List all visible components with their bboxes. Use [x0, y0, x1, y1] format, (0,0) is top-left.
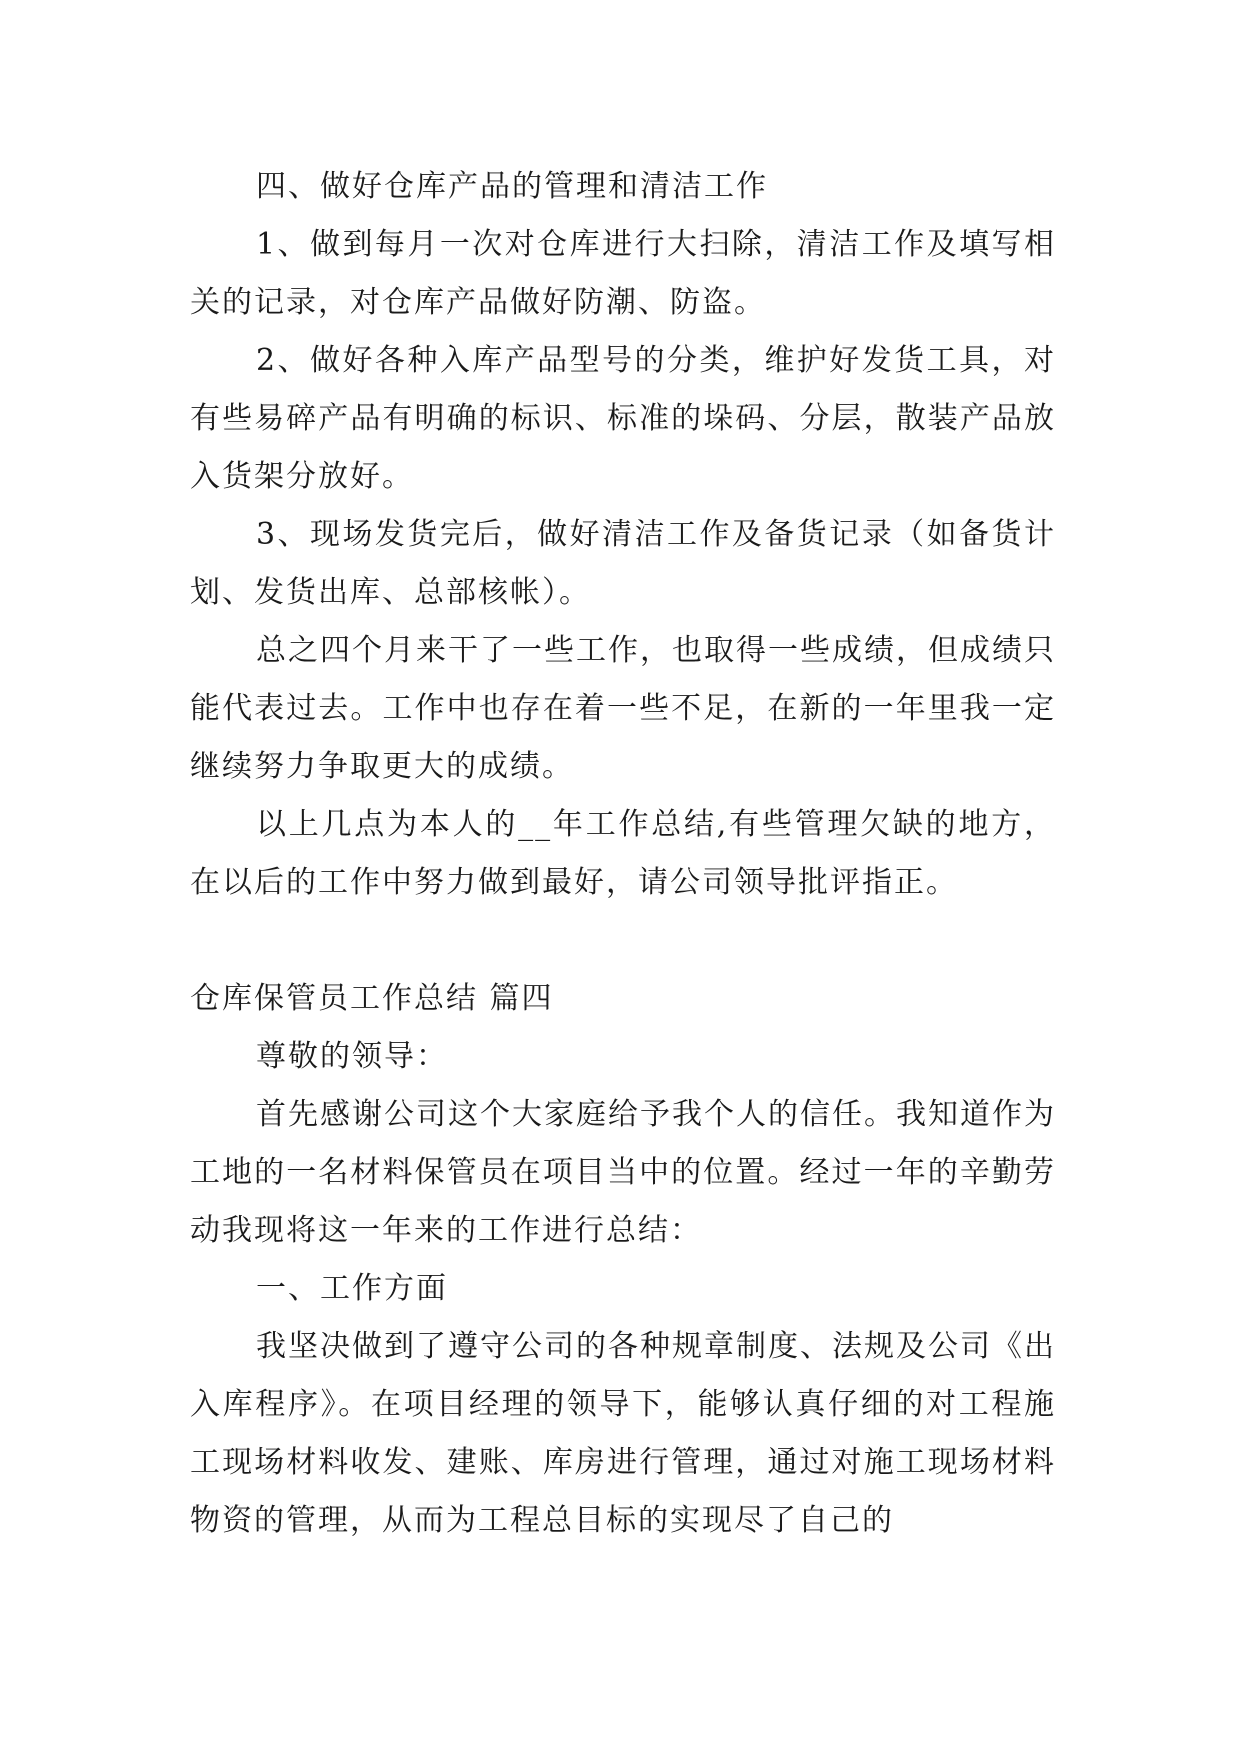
section-title: 仓库保管员工作总结 篇四: [190, 981, 554, 1016]
paragraph-salutation: 尊敬的领导：: [256, 1039, 448, 1074]
paragraph-work-body: 我坚决做到了遵守公司的各种规章制度、法规及公司《出入库程序》。在项目经理的领导下，能够认真仔细的对工程施工现场材料收发、建账、库房进行管理，通过对施工现场材料物资的管理，从而为工程总目标的实现尽了自己的: [190, 1329, 1056, 1538]
paragraph-subheading-work: 一、工作方面: [256, 1271, 448, 1306]
paragraph-heading-four: 四、做好仓库产品的管理和清洁工作: [256, 169, 768, 204]
paragraph-closing: 以上几点为本人的__年工作总结,有些管理欠缺的地方，在以后的工作中努力做到最好，请公司领导批评指正。: [190, 807, 1056, 900]
paragraph-item-3: 3、现场发货完后，做好清洁工作及备货记录（如备货计划、发货出库、总部核帐）。: [190, 517, 1056, 610]
paragraph-intro: 首先感谢公司这个大家庭给予我个人的信任。我知道作为工地的一名材料保管员在项目当中的位置。经过一年的辛勤劳动我现将这一年来的工作进行总结：: [190, 1097, 1056, 1248]
document-page: [190, 158, 1056, 1550]
section-gap: [190, 912, 1056, 970]
paragraph-item-1: 1、做到每月一次对仓库进行大扫除，清洁工作及填写相关的记录，对仓库产品做好防潮、防盗。: [190, 227, 1056, 320]
paragraph-summary: 总之四个月来干了一些工作，也取得一些成绩，但成绩只能代表过去。工作中也存在着一些不足，在新的一年里我一定继续努力争取更大的成绩。: [190, 633, 1056, 784]
paragraph-item-2: 2、做好各种入库产品型号的分类，维护好发货工具，对有些易碎产品有明确的标识、标准的垛码、分层，散装产品放入货架分放好。: [190, 343, 1056, 494]
